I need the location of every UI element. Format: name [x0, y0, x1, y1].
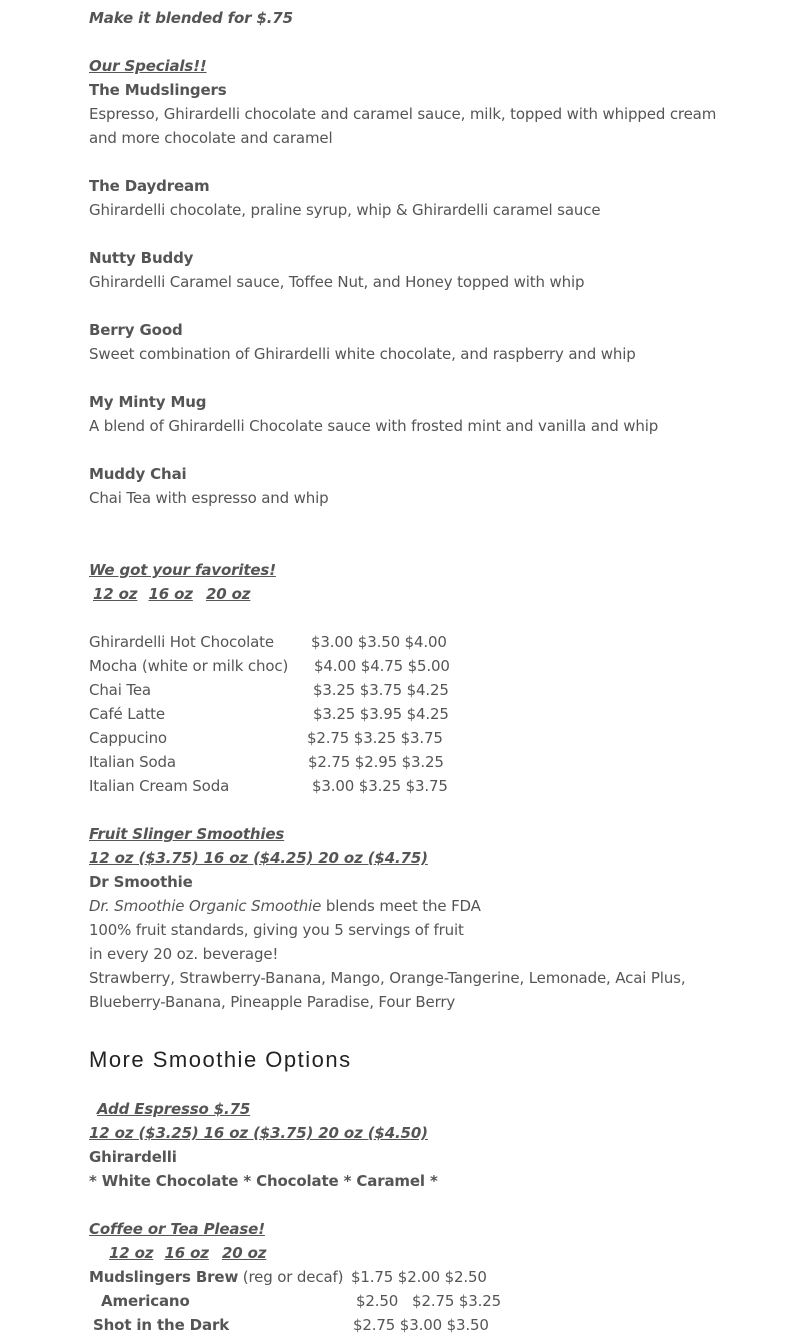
item-note: (reg or decaf) [238, 1268, 344, 1286]
smoothie-flavors: Strawberry, Strawberry-Banana, Mango, Orange-Tangerine, Lemonade, Acai Plus, [89, 969, 686, 987]
more-smoothies-heading: More Smoothie Options [89, 1047, 352, 1072]
price-row [89, 702, 489, 726]
size-label: 16 oz [164, 1244, 209, 1262]
special-name: My Minty Mug [89, 393, 207, 411]
smoothie-flavors: Blueberry-Banana, Pineapple Paradise, Four Berry [89, 993, 456, 1011]
item-name: Italian Soda [89, 753, 176, 771]
specials-heading: Our Specials!! [89, 57, 207, 75]
item-prices: $3.00 $3.50 $4.00 [311, 633, 447, 651]
special-name: The Daydream [89, 177, 210, 195]
item-prices: $3.25 $3.75 $4.25 [313, 681, 449, 699]
size-label: 12 oz [109, 1244, 154, 1262]
special-name: The Mudslingers [89, 81, 227, 99]
item-name: Café Latte [89, 705, 165, 723]
favorites-sizes [89, 582, 250, 606]
price-row [89, 654, 489, 678]
special-desc: and more chocolate and caramel [89, 129, 333, 147]
price-row [89, 750, 489, 774]
special-name: Berry Good [89, 321, 183, 339]
price-row [89, 774, 489, 798]
item-prices: $3.25 $3.95 $4.25 [313, 705, 449, 723]
item-name: Italian Cream Soda [89, 777, 230, 795]
coffee-heading: Coffee or Tea Please! [89, 1220, 265, 1238]
smoothies-sizes-prices: 12 oz ($3.75) 16 oz ($4.25) 20 oz ($4.75) [89, 849, 428, 867]
item-prices: $1.75 $2.00 $2.50 [351, 1268, 487, 1286]
item-name: Cappucino [89, 729, 167, 747]
blend-note: Make it blended for $.75 [89, 9, 293, 27]
price-row [89, 678, 489, 702]
smoothie-desc [89, 894, 481, 918]
item-prices: $4.00 $4.75 $5.00 [314, 657, 450, 675]
special-name: Muddy Chai [89, 465, 187, 483]
item-prices: $2.75 $3.00 $3.50 [353, 1316, 489, 1334]
item-prices: $2.50 $2.75 $3.25 [356, 1292, 502, 1310]
item-name: Mocha (white or milk choc) [89, 657, 289, 675]
item-name: Mudslingers Brew [89, 1268, 239, 1286]
size-label: 12 oz [93, 585, 138, 603]
smoothie-desc: in every 20 oz. beverage! [89, 945, 279, 963]
size-label: 20 oz [205, 585, 251, 603]
ghirardelli-flavors: * White Chocolate * Chocolate * Caramel * [89, 1172, 438, 1190]
smoothies-heading: Fruit Slinger Smoothies [89, 825, 285, 843]
smoothie-desc-text: blends meet the FDA [321, 897, 481, 915]
coffee-sizes [89, 1241, 266, 1265]
item-name: Americano [101, 1292, 190, 1310]
smoothie-desc: 100% fruit standards, giving you 5 servings of fruit [89, 921, 464, 939]
smoothie-brand-italic: Dr. Smoothie Organic Smoothie [89, 897, 322, 915]
smoothie-brand: Dr Smoothie [89, 873, 193, 891]
size-label: 16 oz [148, 585, 193, 603]
add-espresso: Add Espresso $.75 [97, 1100, 251, 1118]
price-row [89, 1289, 539, 1313]
favorites-heading: We got your favorites! [89, 561, 276, 579]
price-row [89, 726, 489, 750]
item-name: Ghirardelli Hot Chocolate [89, 633, 274, 651]
size-label: 20 oz [221, 1244, 267, 1262]
special-desc: Ghirardelli chocolate, praline syrup, whip & Ghirardelli caramel sauce [89, 201, 601, 219]
item-prices: $2.75 $2.95 $3.25 [308, 753, 444, 771]
special-name: Nutty Buddy [89, 249, 194, 267]
more-smoothies-sizes-prices: 12 oz ($3.25) 16 oz ($3.75) 20 oz ($4.50) [89, 1124, 428, 1142]
item-prices: $3.00 $3.25 $3.75 [312, 777, 448, 795]
special-desc: Chai Tea with espresso and whip [89, 489, 329, 507]
special-desc: A blend of Ghirardelli Chocolate sauce with frosted mint and vanilla and whip [89, 417, 659, 435]
ghirardelli-brand: Ghirardelli [89, 1148, 177, 1166]
item-prices: $2.75 $3.25 $3.75 [307, 729, 443, 747]
price-row [89, 630, 489, 654]
special-desc: Ghirardelli Caramel sauce, Toffee Nut, and Honey topped with whip [89, 273, 585, 291]
item-name: Shot in the Dark [93, 1316, 230, 1334]
price-row [89, 1313, 539, 1337]
price-row [89, 1265, 539, 1289]
special-desc: Espresso, Ghirardelli chocolate and caramel sauce, milk, topped with whipped cream [89, 105, 717, 123]
special-desc: Sweet combination of Ghirardelli white chocolate, and raspberry and whip [89, 345, 636, 363]
item-name: Chai Tea [89, 681, 151, 699]
